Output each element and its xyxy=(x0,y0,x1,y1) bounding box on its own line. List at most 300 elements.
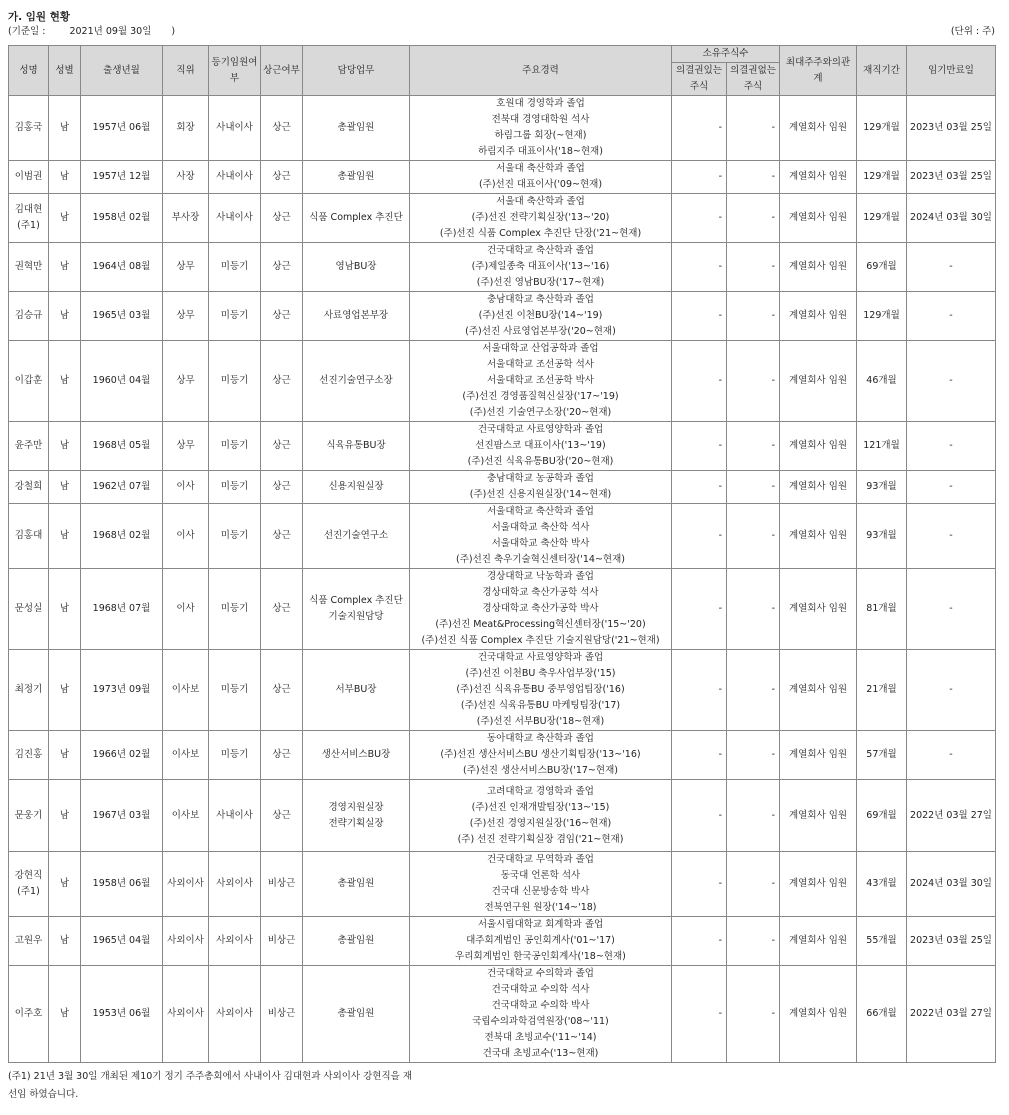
cell-duty xyxy=(303,917,410,966)
cell-duty-line: 영남BU장 xyxy=(335,261,377,272)
table-row xyxy=(9,292,996,341)
cell-gender: 남 xyxy=(49,422,81,471)
cell-relation: 계열회사 임원 xyxy=(780,292,857,341)
cell-duty xyxy=(303,731,410,780)
cell-name-line: 김진홍 xyxy=(14,749,43,760)
cell-name-line: 이주호 xyxy=(14,1008,43,1019)
cell-registered: 사내이사 xyxy=(209,780,261,852)
cell-duty-line: 경영지원실장 xyxy=(328,801,384,813)
cell-gender: 남 xyxy=(49,96,81,161)
cell-relation: 계열회사 임원 xyxy=(780,780,857,852)
cell-relation: 계열회사 임원 xyxy=(780,96,857,161)
section-title: 가. 임원 현황 xyxy=(8,11,71,23)
cell-name xyxy=(9,780,49,852)
cell-nonvoting: - xyxy=(727,852,780,917)
cell-gender: 남 xyxy=(49,504,81,569)
cell-career xyxy=(410,161,672,194)
cell-voting: - xyxy=(672,243,727,292)
cell-career xyxy=(410,650,672,731)
cell-voting: - xyxy=(672,966,727,1063)
cell-career-line: 건국대학교 수의학 석사 xyxy=(491,984,590,995)
base-date-close: ) xyxy=(171,26,176,37)
cell-career-line: 우리회계법인 한국공인회계사('18~현재) xyxy=(455,951,626,962)
cell-fulltime: 상근 xyxy=(261,96,303,161)
cell-nonvoting: - xyxy=(727,471,780,504)
cell-name-line: 김대현 xyxy=(14,204,43,215)
cell-position: 상무 xyxy=(163,422,209,471)
cell-term-end: - xyxy=(907,650,996,731)
cell-name-line: (주1) xyxy=(17,886,40,897)
cell-duty-line: 선진기술연구소장 xyxy=(319,375,393,386)
cell-career-line: 하림지주 대표이사('18~현재) xyxy=(478,146,603,157)
cell-nonvoting: - xyxy=(727,966,780,1063)
cell-tenure: 43개월 xyxy=(857,852,907,917)
table-row xyxy=(9,471,996,504)
cell-career-line: (주)선진 기술연구소장('20~현재) xyxy=(469,407,612,418)
cell-career-line: 경상대학교 낙농학과 졸업 xyxy=(487,571,594,582)
cell-career-line: 서울대학교 산업공학과 졸업 xyxy=(482,343,599,354)
cell-duty-line: 총괄임원 xyxy=(337,878,375,889)
cell-nonvoting: - xyxy=(727,504,780,569)
cell-duty-line: 기술지원담당 xyxy=(328,611,384,622)
cell-career xyxy=(410,422,672,471)
cell-position: 이사 xyxy=(163,569,209,650)
cell-position: 이사 xyxy=(163,471,209,504)
cell-registered: 미등기 xyxy=(209,731,261,780)
cell-duty-line: 식육유통BU장 xyxy=(326,440,386,451)
cell-voting: - xyxy=(672,161,727,194)
cell-career-line: (주)선진 이천BU장('14~'19) xyxy=(478,310,603,321)
cell-career-line: (주)선진 식품 Complex 추진단 기술지원담당('21~현재) xyxy=(421,635,660,646)
table-row xyxy=(9,917,996,966)
cell-birth: 1957년 06월 xyxy=(81,96,163,161)
cell-career-line: 서울대학교 조선공학 박사 xyxy=(487,375,594,386)
table-row xyxy=(9,243,996,292)
table-row xyxy=(9,650,996,731)
cell-position: 사장 xyxy=(163,161,209,194)
cell-fulltime: 상근 xyxy=(261,292,303,341)
cell-gender: 남 xyxy=(49,780,81,852)
cell-voting: - xyxy=(672,422,727,471)
cell-gender: 남 xyxy=(49,194,81,243)
cell-name-line: 최정기 xyxy=(14,684,43,695)
header-nonvoting: 의결권없는 주식 xyxy=(727,63,780,96)
cell-career-line: (주)선진 신용지원실장('14~현재) xyxy=(469,489,612,500)
cell-voting: - xyxy=(672,504,727,569)
cell-gender: 남 xyxy=(49,966,81,1063)
cell-gender: 남 xyxy=(49,341,81,422)
cell-duty xyxy=(303,161,410,194)
cell-relation: 계열회사 임원 xyxy=(780,731,857,780)
cell-name-line: 권혁만 xyxy=(14,261,43,272)
cell-duty xyxy=(303,650,410,731)
cell-career xyxy=(410,731,672,780)
cell-career-line: 전북연구원 원장('14~'18) xyxy=(484,902,597,913)
cell-fulltime: 상근 xyxy=(261,569,303,650)
cell-gender: 남 xyxy=(49,731,81,780)
cell-voting: - xyxy=(672,852,727,917)
cell-voting: - xyxy=(672,341,727,422)
cell-name xyxy=(9,852,49,917)
cell-career-line: 서울대 축산학과 졸업 xyxy=(496,196,585,207)
cell-voting: - xyxy=(672,471,727,504)
cell-name xyxy=(9,341,49,422)
cell-career-line: 건국대학교 수의학 박사 xyxy=(491,1000,590,1011)
cell-tenure: 55개월 xyxy=(857,917,907,966)
cell-career-line: (주)선진 식육유통BU 마케팅팀장('17) xyxy=(460,700,621,711)
cell-fulltime: 상근 xyxy=(261,243,303,292)
cell-career xyxy=(410,471,672,504)
cell-career-line: (주) 선진 전략기획실장 겸임('21~현재) xyxy=(457,833,624,845)
cell-voting: - xyxy=(672,731,727,780)
cell-registered: 미등기 xyxy=(209,422,261,471)
table-row xyxy=(9,731,996,780)
cell-birth: 1968년 02월 xyxy=(81,504,163,569)
cell-birth: 1973년 09월 xyxy=(81,650,163,731)
cell-career-line: 경상대학교 축산가공학 박사 xyxy=(482,603,599,614)
cell-gender: 남 xyxy=(49,243,81,292)
cell-relation: 계열회사 임원 xyxy=(780,650,857,731)
cell-registered: 사외이사 xyxy=(209,917,261,966)
cell-duty-line: 총괄임원 xyxy=(337,1008,375,1019)
cell-nonvoting: - xyxy=(727,96,780,161)
cell-nonvoting: - xyxy=(727,731,780,780)
cell-position: 사외이사 xyxy=(163,852,209,917)
cell-duty xyxy=(303,422,410,471)
footnote: (주1) 21년 3월 30일 개최된 제10기 정기 주주총회에서 사내이사 김대현과 사외이사 강현직을 재선임 하였습니다. xyxy=(8,1071,413,1100)
cell-nonvoting: - xyxy=(727,341,780,422)
cell-position: 이사보 xyxy=(163,780,209,852)
cell-position: 사외이사 xyxy=(163,917,209,966)
header-career: 주요경력 xyxy=(410,46,672,96)
table-row xyxy=(9,96,996,161)
header-name: 성명 xyxy=(9,46,49,96)
cell-relation: 계열회사 임원 xyxy=(780,917,857,966)
table-row xyxy=(9,780,996,852)
cell-relation: 계열회사 임원 xyxy=(780,243,857,292)
cell-tenure: 129개월 xyxy=(857,194,907,243)
cell-duty xyxy=(303,194,410,243)
cell-voting: - xyxy=(672,96,727,161)
cell-birth: 1965년 04월 xyxy=(81,917,163,966)
cell-career-line: 건국대학교 수의학과 졸업 xyxy=(487,968,594,979)
cell-position: 부사장 xyxy=(163,194,209,243)
cell-term-end: - xyxy=(907,569,996,650)
cell-birth: 1960년 04월 xyxy=(81,341,163,422)
header-voting: 의결권있는 주식 xyxy=(672,63,727,96)
cell-relation: 계열회사 임원 xyxy=(780,194,857,243)
cell-position: 상무 xyxy=(163,243,209,292)
cell-name-line: 이범권 xyxy=(14,171,43,182)
cell-tenure: 93개월 xyxy=(857,504,907,569)
cell-term-end: 2022년 03월 27일 xyxy=(907,780,996,852)
cell-career-line: (주)선진 식육유통BU 중부영업팀장('16) xyxy=(456,684,625,695)
cell-birth: 1958년 06월 xyxy=(81,852,163,917)
table-row xyxy=(9,569,996,650)
cell-birth: 1964년 08월 xyxy=(81,243,163,292)
cell-career-line: 건국대 초빙교수('13~현재) xyxy=(482,1048,599,1059)
cell-name xyxy=(9,422,49,471)
cell-career-line: 서울대학교 축산학과 졸업 xyxy=(487,506,594,517)
cell-registered: 사내이사 xyxy=(209,96,261,161)
cell-duty xyxy=(303,341,410,422)
cell-career-line: 하림그룹 회장(~현재) xyxy=(494,130,587,141)
cell-gender: 남 xyxy=(49,292,81,341)
cell-career-line: (주)선진 대표이사('09~현재) xyxy=(478,179,603,190)
cell-career-line: (주)선진 전략기획실장('13~'20) xyxy=(471,212,610,223)
cell-position: 사외이사 xyxy=(163,966,209,1063)
cell-nonvoting: - xyxy=(727,243,780,292)
table-row xyxy=(9,852,996,917)
cell-career xyxy=(410,194,672,243)
cell-career-line: (주)선진 인재개발팀장('13~'15) xyxy=(471,801,610,813)
cell-duty-line: 식품 Complex 추진단 xyxy=(309,212,403,223)
cell-duty-line: 선진기술연구소 xyxy=(323,530,389,541)
cell-term-end: - xyxy=(907,243,996,292)
header-fulltime: 상근여부 xyxy=(261,46,303,96)
header-duty: 담당업무 xyxy=(303,46,410,96)
cell-duty xyxy=(303,852,410,917)
cell-tenure: 69개월 xyxy=(857,780,907,852)
cell-career-line: 호원대 경영학과 졸업 xyxy=(496,98,585,109)
cell-duty-line: 총괄임원 xyxy=(337,935,375,946)
cell-career xyxy=(410,569,672,650)
cell-term-end: 2024년 03월 30일 xyxy=(907,194,996,243)
cell-name xyxy=(9,96,49,161)
cell-name xyxy=(9,161,49,194)
table-row xyxy=(9,194,996,243)
cell-registered: 미등기 xyxy=(209,471,261,504)
cell-name-line: 김홍국 xyxy=(14,122,43,133)
cell-duty xyxy=(303,966,410,1063)
cell-name-line: 김홍대 xyxy=(14,530,43,541)
cell-gender: 남 xyxy=(49,471,81,504)
cell-career xyxy=(410,243,672,292)
cell-nonvoting: - xyxy=(727,917,780,966)
cell-career-line: (주)선진 생산서비스BU장('17~현재) xyxy=(463,765,618,776)
cell-tenure: 129개월 xyxy=(857,96,907,161)
base-date-label: (기준일 : xyxy=(8,26,46,37)
cell-career-line: 서울대 축산학과 졸업 xyxy=(496,163,585,174)
unit-label: (단위 : 주) xyxy=(950,26,995,37)
header-tenure: 재직기간 xyxy=(857,46,907,96)
cell-duty-line: 사료영업본부장 xyxy=(323,310,389,321)
table-row xyxy=(9,504,996,569)
cell-career-line: 건국대학교 사료영양학과 졸업 xyxy=(477,652,604,663)
cell-name xyxy=(9,194,49,243)
table-row xyxy=(9,341,996,422)
cell-term-end: - xyxy=(907,292,996,341)
cell-nonvoting: - xyxy=(727,569,780,650)
cell-nonvoting: - xyxy=(727,650,780,731)
cell-career-line: (주)선진 식품 Complex 추진단 단장('21~현재) xyxy=(439,228,642,239)
cell-voting: - xyxy=(672,569,727,650)
cell-career xyxy=(410,292,672,341)
cell-birth: 1958년 02월 xyxy=(81,194,163,243)
cell-relation: 계열회사 임원 xyxy=(780,966,857,1063)
cell-position: 상무 xyxy=(163,292,209,341)
cell-registered: 미등기 xyxy=(209,243,261,292)
cell-birth: 1965년 03월 xyxy=(81,292,163,341)
cell-career-line: 전북대 경영대학원 석사 xyxy=(491,114,590,125)
cell-tenure: 57개월 xyxy=(857,731,907,780)
cell-relation: 계열회사 임원 xyxy=(780,852,857,917)
cell-name xyxy=(9,650,49,731)
cell-career xyxy=(410,917,672,966)
cell-name-line: 문성실 xyxy=(14,603,43,614)
header-term-end: 임기만료일 xyxy=(907,46,996,96)
table-body xyxy=(9,96,996,1063)
cell-career-line: 서울대학교 조선공학 석사 xyxy=(487,359,594,370)
cell-nonvoting: - xyxy=(727,194,780,243)
cell-term-end: - xyxy=(907,731,996,780)
cell-career-line: 대주회계법인 공인회계사('01~'17) xyxy=(466,935,615,946)
cell-voting: - xyxy=(672,650,727,731)
cell-tenure: 129개월 xyxy=(857,292,907,341)
cell-registered: 미등기 xyxy=(209,341,261,422)
cell-name-line: 이갑훈 xyxy=(14,375,43,386)
cell-position: 상무 xyxy=(163,341,209,422)
cell-tenure: 93개월 xyxy=(857,471,907,504)
cell-position: 회장 xyxy=(163,96,209,161)
cell-term-end: 2023년 03월 25일 xyxy=(907,96,996,161)
executive-table xyxy=(8,45,996,1063)
cell-duty xyxy=(303,569,410,650)
cell-name-line: 강철희 xyxy=(14,481,43,492)
cell-duty-line: 신용지원실장 xyxy=(328,481,384,492)
cell-name-line: 김승규 xyxy=(14,310,43,321)
cell-fulltime: 상근 xyxy=(261,650,303,731)
cell-gender: 남 xyxy=(49,852,81,917)
cell-name xyxy=(9,292,49,341)
cell-career-line: 국립수의과학검역원장('08~'11) xyxy=(472,1016,609,1027)
cell-career-line: 건국대학교 축산학과 졸업 xyxy=(487,245,594,256)
header-relation: 최대주주와의관계 xyxy=(780,46,857,96)
cell-career-line: 동국대 언론학 석사 xyxy=(500,870,581,881)
cell-term-end: 2024년 03월 30일 xyxy=(907,852,996,917)
cell-birth: 1967년 03월 xyxy=(81,780,163,852)
cell-name xyxy=(9,471,49,504)
cell-fulltime: 상근 xyxy=(261,471,303,504)
cell-duty-line: 총괄임원 xyxy=(337,122,375,133)
cell-voting: - xyxy=(672,917,727,966)
cell-career xyxy=(410,852,672,917)
cell-career xyxy=(410,96,672,161)
cell-birth: 1968년 05월 xyxy=(81,422,163,471)
cell-career xyxy=(410,504,672,569)
cell-relation: 계열회사 임원 xyxy=(780,341,857,422)
cell-voting: - xyxy=(672,780,727,852)
cell-nonvoting: - xyxy=(727,422,780,471)
cell-term-end: 2023년 03월 25일 xyxy=(907,917,996,966)
cell-fulltime: 상근 xyxy=(261,422,303,471)
cell-duty xyxy=(303,471,410,504)
cell-nonvoting: - xyxy=(727,292,780,341)
cell-position: 이사 xyxy=(163,504,209,569)
cell-career-line: 건국대학교 무역학과 졸업 xyxy=(487,854,594,865)
cell-tenure: 129개월 xyxy=(857,161,907,194)
cell-duty-line: 서부BU장 xyxy=(335,684,377,695)
cell-fulltime: 상근 xyxy=(261,341,303,422)
cell-position: 이사보 xyxy=(163,731,209,780)
cell-duty xyxy=(303,292,410,341)
cell-name xyxy=(9,504,49,569)
cell-voting: - xyxy=(672,292,727,341)
cell-term-end: - xyxy=(907,341,996,422)
cell-duty-line: 생산서비스BU장 xyxy=(321,749,391,760)
cell-career-line: (주)선진 경영지원실장('16~현재) xyxy=(469,817,612,829)
cell-relation: 계열회사 임원 xyxy=(780,569,857,650)
cell-name-line: 강현직 xyxy=(14,870,43,881)
cell-gender: 남 xyxy=(49,161,81,194)
cell-birth: 1953년 06월 xyxy=(81,966,163,1063)
cell-duty-line: 식품 Complex 추진단 xyxy=(309,595,403,606)
cell-nonvoting: - xyxy=(727,161,780,194)
cell-gender: 남 xyxy=(49,917,81,966)
cell-voting: - xyxy=(672,194,727,243)
cell-name xyxy=(9,917,49,966)
cell-gender: 남 xyxy=(49,569,81,650)
cell-registered: 미등기 xyxy=(209,504,261,569)
cell-career-line: (주)선진 축우기술혁신센터장('14~현재) xyxy=(456,554,625,565)
cell-career xyxy=(410,966,672,1063)
cell-term-end: - xyxy=(907,471,996,504)
cell-career-line: 서울대학교 축산학 석사 xyxy=(491,522,590,533)
cell-career-line: 전북대 초빙교수('11~'14) xyxy=(484,1032,597,1043)
header-shares: 소유주식수 xyxy=(672,46,780,63)
cell-registered: 미등기 xyxy=(209,292,261,341)
cell-career-line: 선진팜스코 대표이사('13~'19) xyxy=(475,440,606,451)
cell-fulltime: 상근 xyxy=(261,780,303,852)
cell-relation: 계열회사 임원 xyxy=(780,161,857,194)
cell-career-line: 충남대학교 축산학과 졸업 xyxy=(487,294,594,305)
cell-duty xyxy=(303,96,410,161)
cell-career xyxy=(410,780,672,852)
cell-duty-line: 전략기획실장 xyxy=(328,817,384,829)
cell-term-end: 2022년 03월 27일 xyxy=(907,966,996,1063)
cell-career-line: (주)선진 사료영업본부장('20~현재) xyxy=(465,326,616,337)
cell-fulltime: 비상근 xyxy=(261,966,303,1063)
cell-registered: 미등기 xyxy=(209,569,261,650)
cell-career-line: 건국대 신문방송학 박사 xyxy=(491,886,590,897)
cell-fulltime: 비상근 xyxy=(261,852,303,917)
cell-career-line: (주)제일종축 대표이사('13~'16) xyxy=(471,261,610,272)
cell-career-line: 경상대학교 축산가공학 석사 xyxy=(482,587,599,598)
cell-gender: 남 xyxy=(49,650,81,731)
cell-career-line: 동아대학교 축산학과 졸업 xyxy=(487,733,594,744)
cell-career-line: (주)선진 경영품질혁신실장('17~'19) xyxy=(462,391,619,402)
cell-fulltime: 상근 xyxy=(261,161,303,194)
header-registered: 등기임원여부 xyxy=(209,46,261,96)
cell-career-line: 서울대학교 축산학 박사 xyxy=(491,538,590,549)
cell-name xyxy=(9,731,49,780)
cell-duty-line: 총괄임원 xyxy=(337,171,375,182)
cell-career-line: 충남대학교 농공학과 졸업 xyxy=(487,473,594,484)
cell-fulltime: 상근 xyxy=(261,504,303,569)
cell-duty xyxy=(303,780,410,852)
cell-tenure: 46개월 xyxy=(857,341,907,422)
base-date-value: 2021년 09월 30일 xyxy=(69,26,152,37)
cell-career-line: 건국대학교 사료영양학과 졸업 xyxy=(477,424,604,435)
cell-birth: 1968년 07월 xyxy=(81,569,163,650)
cell-duty xyxy=(303,243,410,292)
cell-name-line: 윤주만 xyxy=(14,440,43,451)
cell-career-line: (주)선진 Meat&Processing혁신센터장('15~'20) xyxy=(435,619,646,630)
cell-relation: 계열회사 임원 xyxy=(780,504,857,569)
cell-relation: 계열회사 임원 xyxy=(780,422,857,471)
cell-registered: 사외이사 xyxy=(209,966,261,1063)
table-row xyxy=(9,966,996,1063)
